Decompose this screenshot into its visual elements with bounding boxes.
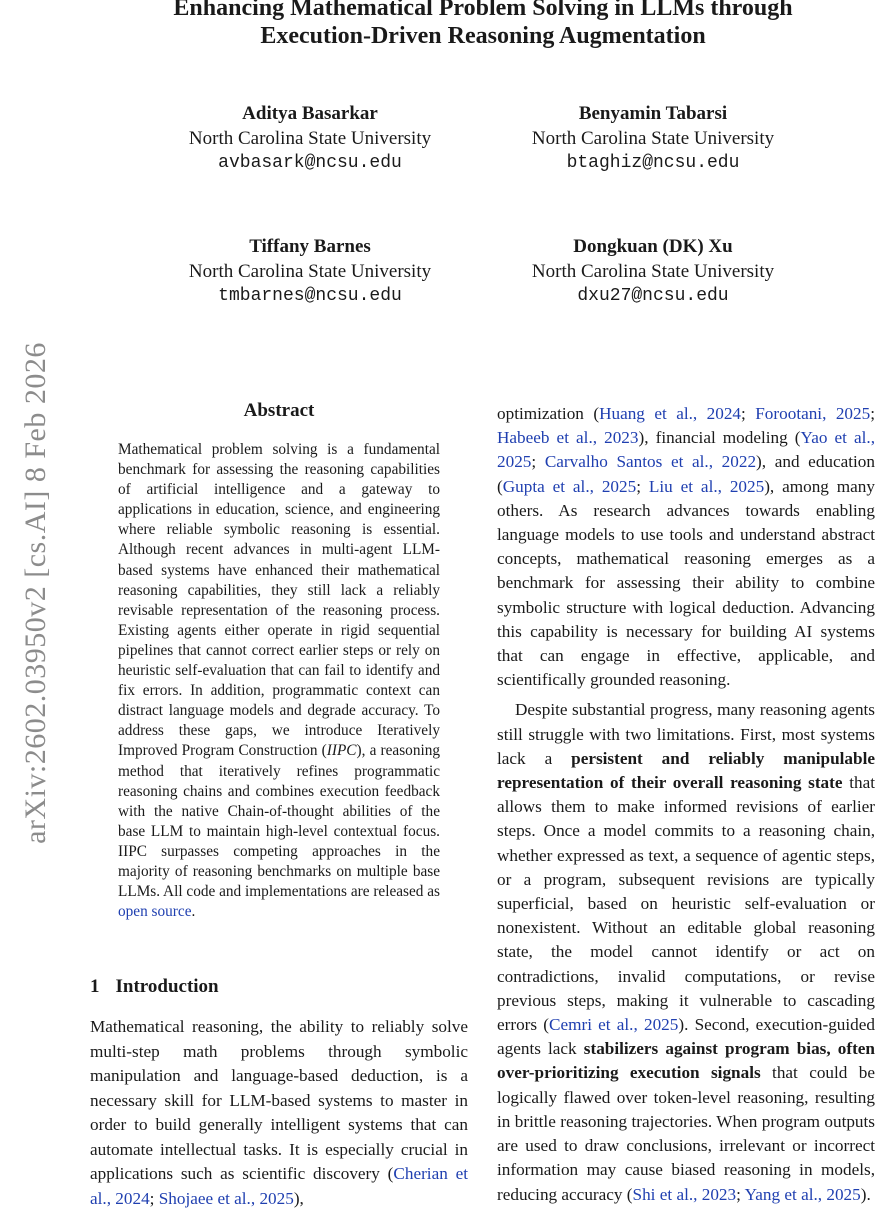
body-text: ), and education ( — [497, 452, 875, 496]
author-affiliation: North Carolina State University — [188, 128, 432, 149]
method-abbreviation: IIPC — [326, 742, 357, 760]
body-text: that could be logically flawed over token-level reasoning, resulting in brittle reasoning trajectories. When program outputs are used to draw conclusions, irrelevant or incorrect information may cause biased reasoning in models, reducing accuracy ( — [497, 1063, 875, 1204]
author-name: Tiffany Barnes — [249, 236, 371, 257]
author-block — [130, 234, 490, 309]
intro-left-paragraph — [90, 1015, 468, 1211]
author-name: Dongkuan (DK) Xu — [573, 236, 733, 257]
intro-paragraph-1 — [497, 402, 875, 692]
citation-link[interactable]: Shojaee et al., 2025 — [158, 1188, 294, 1208]
abstract-text-a: Mathematical problem solving is a fundamental benchmark for assessing the reasoning capabilities of artificial intelligence and a gateway to applications in education, science, and engineering where reliable symbolic reasoning is essential. Although recent advances in multi-agent LLM-based systems have enhanced their mathematical reasoning capabilities, they still lack a reliably revisable representation of the reasoning process. Existing agents either operate in rigid sequential pipelines that cannot correct earlier steps or rely on heuristic self-evaluation that can fail to identify and fix errors. In addition, programmatic context can distract language models and degrade accuracy. To address these gaps, we introduce Iteratively Improved Program Construction ( — [118, 441, 440, 760]
open-source-link[interactable]: open source — [118, 903, 192, 921]
author-name: Aditya Basarkar — [242, 103, 378, 124]
body-text: optimization ( — [497, 404, 600, 423]
author-email[interactable]: avbasark@ncsu.edu — [218, 153, 402, 173]
body-text: ; — [736, 1184, 745, 1204]
intro-right-column — [497, 402, 875, 1207]
author-email[interactable]: btaghiz@ncsu.edu — [566, 153, 740, 173]
author-block — [473, 101, 833, 176]
citation-link[interactable]: Gupta et al., 2025 — [502, 476, 637, 496]
body-text: Despite substantial progress, many reasoning agents still struggle with two limitations. First, most systems lack a — [497, 700, 875, 768]
body-text: ; — [870, 404, 875, 423]
author-affiliation: North Carolina State University — [188, 261, 432, 282]
citation-link[interactable]: Liu et al., 2025 — [648, 476, 765, 496]
citation-link[interactable]: Forootani, 2025 — [755, 404, 871, 423]
body-text: ), among many others. As research advances towards enabling language models to use tools and understand abstract concepts, mathematical reasoning emerges as a benchmark for assessing their ability to combine symbolic structure with logical deduction. Advancing this capability is necessary for building AI systems that can engage in effective, applicable, and scientifically grounded reasoning. — [497, 476, 875, 690]
body-text: ; — [636, 476, 649, 496]
body-text: ; — [531, 452, 545, 472]
section-number: 1 — [90, 976, 100, 997]
author-email[interactable]: tmbarnes@ncsu.edu — [218, 286, 402, 306]
citation-link[interactable]: Carvalho Santos et al., 2022 — [544, 452, 757, 472]
author-affiliation: North Carolina State University — [531, 261, 775, 282]
section-title: Introduction — [115, 976, 219, 997]
abstract-text-b: ), a reasoning method that iteratively refines programmatic reasoning chains and combines execution feedback with the native Chain-of-thought abilities of the base LLM to maintain high-level contextual focus. IIPC surpasses competing approaches in the majority of reasoning benchmarks on multiple base LLMs. All code and implementations are released as — [118, 742, 441, 901]
body-text: ), financial modeling ( — [638, 428, 801, 448]
body-text: that allows them to make informed revisions of earlier steps. Once a model commits to a reasoning chain, whether expressed as text, a sequence of agentic steps, or a program, subsequent revisions are typically superficial, based on heuristic self-evaluation or nonexistent. Without an editable global reasoning state, the model cannot identify or act on contradictions, invalid computations, or revise previous steps, making it vulnerable to cascading errors ( — [497, 773, 875, 1035]
body-text: ), — [293, 1188, 304, 1208]
author-email[interactable]: dxu27@ncsu.edu — [577, 286, 729, 306]
author-block — [473, 234, 833, 309]
body-text: ). — [860, 1184, 871, 1204]
bold-emphasis: persistent and reliably manipulable representation of their overall reasoning state — [497, 748, 875, 793]
intro-paragraph-2 — [497, 698, 875, 1206]
body-text: ; — [741, 404, 756, 423]
paper-title — [90, 0, 876, 50]
abstract-text — [118, 440, 440, 922]
abstract-text-c: . — [191, 903, 196, 921]
citation-link[interactable]: Yao et al., 2025 — [497, 428, 875, 472]
title-line-2: Execution-Driven Reasoning Augmentation — [260, 23, 706, 49]
arxiv-identifier: arXiv:2602.03950v2 [cs.AI] 8 Feb 2026 — [19, 342, 52, 844]
citation-link[interactable]: Huang et al., 2024 — [599, 404, 742, 423]
body-text: Mathematical reasoning, the ability to reliably solve multi-step math problems through symbolic manipulation and language-based deduction, is a necessary skill for LLM-based systems to master in order to build generally intelligent systems that can automate intellectual tasks. It is especially crucial in applications such as scientific discovery ( — [90, 1017, 468, 1183]
citation-link[interactable]: Cherian et al., 2024 — [90, 1164, 468, 1208]
title-line-1: Enhancing Mathematical Problem Solving in LLMs through — [173, 0, 793, 21]
section-heading — [90, 976, 219, 998]
author-block — [130, 101, 490, 176]
citation-link[interactable]: Habeeb et al., 2023 — [497, 428, 639, 448]
citation-link[interactable]: Yang et al., 2025 — [744, 1184, 861, 1204]
author-name: Benyamin Tabarsi — [578, 103, 728, 124]
bold-emphasis: stabilizers against program bias, often over-prioritizing execution signals — [497, 1039, 875, 1083]
author-affiliation: North Carolina State University — [531, 128, 775, 149]
body-text: ; — [149, 1188, 159, 1208]
body-text: ). Second, execution-guided agents lack — [497, 1015, 875, 1059]
citation-link[interactable]: Shi et al., 2023 — [632, 1184, 737, 1204]
citation-link[interactable]: Cemri et al., 2025 — [549, 1015, 679, 1035]
abstract-heading: Abstract — [243, 400, 315, 421]
